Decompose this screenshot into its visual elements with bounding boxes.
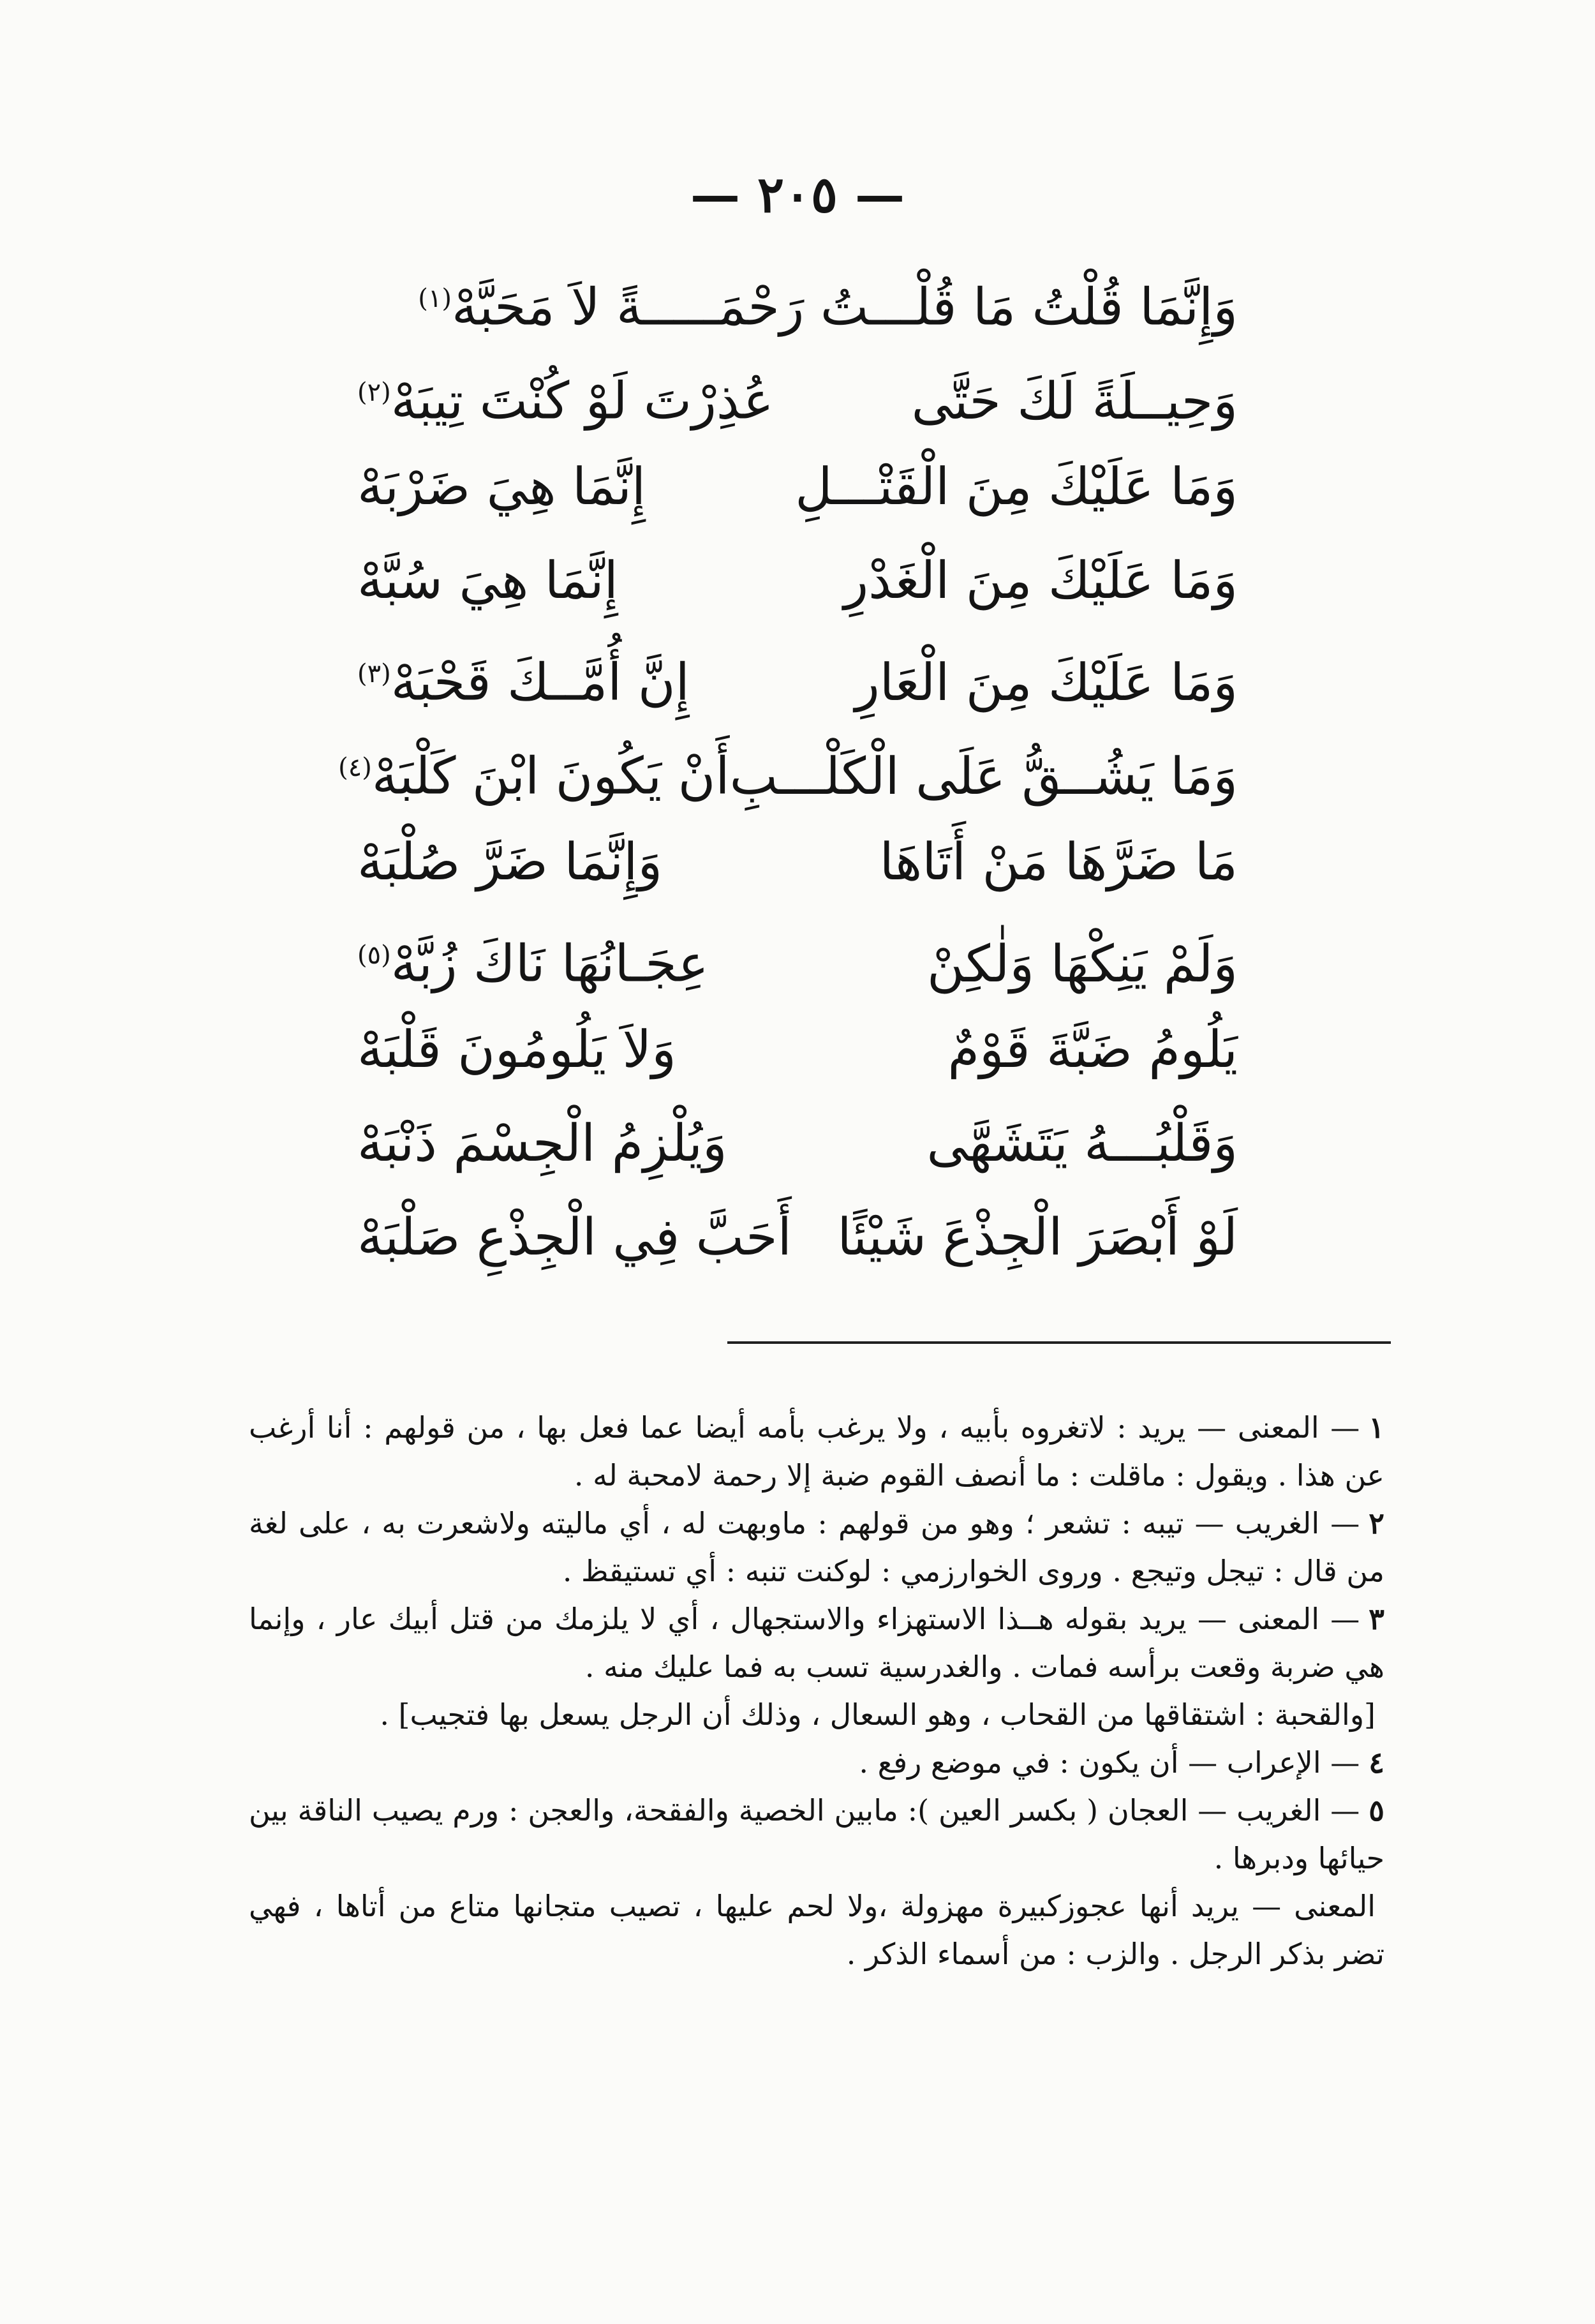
footnote-text: — الغريب — تيبه : تشعر ؛ وهو من قولهم : ماوبهت له ، أي ماليته ولاشعرت به ، على لغة من قال : تيجل وتيجع . وروى الخوارزمي : لوكنت تنبه : أي تستيقظ . [249, 1506, 1384, 1588]
verse [357, 346, 1238, 440]
verse [357, 909, 1238, 1002]
hemistich-left: وَيُلْزِمُ الْجِسْمَ ذَنْبَهْ [357, 1114, 727, 1173]
hemistich-right: وَمَا عَلَيْكَ مِنَ الْعَارِ [855, 652, 1238, 712]
hemistich-left: إِنَّمَا هِيَ سُبَّهْ [357, 551, 618, 610]
hemistich-right: يَلُومُ ضَبَّةَ قَوْمٌ [947, 1020, 1238, 1079]
verse [357, 533, 1238, 627]
hemistich-right: وَقَلْبُـــهُ يَتَشَهَّى [926, 1114, 1238, 1173]
footnote-number: ٣ [1369, 1602, 1384, 1636]
footnote-number: ٥ [1369, 1793, 1384, 1828]
verse [357, 627, 1238, 721]
footnote [249, 1739, 1384, 1787]
verse [338, 721, 1238, 815]
footnote-text: — المعنى — يريد بقوله هــذا الاستهزاء والاستجهال ، أي لا يلزمك من قتل أبيك عار ، وإنما هي ضربة وقعت برأسه فمات . والغدرسية تسب به فما عليك منه . [249, 1602, 1384, 1684]
footnote-divider [727, 1341, 1391, 1344]
footnote-marker: (٥) [357, 941, 391, 970]
hemistich-left: عُذِرْتَ لَوْ كُنْتَ تِيبَهْ$^{(٢)}$ [357, 371, 774, 431]
hemistich-right: وَإِنَّمَا قُلْتُ مَا قُلْـــتُ رَحْمَـــــةً لاَ مَحَبَّهْ$^{(١)}$ [418, 277, 1238, 337]
footnote [249, 1691, 1384, 1739]
verse [357, 252, 1238, 346]
hemistich-left: إِنَّمَا هِيَ ضَرْبَهْ [357, 457, 646, 516]
footnotes [249, 1404, 1384, 1978]
hemistich-right: مَا ضَرَّهَا مَنْ أَتَاهَا [879, 832, 1238, 891]
footnote-marker: (٤) [338, 753, 372, 782]
footnote-number: ٤ [1369, 1745, 1384, 1780]
hemistich-left: وَإِنَّمَا ضَرَّ صُلْبَهْ [357, 832, 663, 891]
hemistich-right: وَحِيــلَةً لَكَ حَتَّى [911, 371, 1238, 431]
footnote [249, 1595, 1384, 1691]
footnote-text: — الإعراب — أن يكون : في موضع رفع . [859, 1745, 1360, 1780]
footnote [249, 1787, 1384, 1882]
footnote-text: — المعنى — يريد : لاتغروه بأبيه ، ولا يرغب بأمه أيضا عما فعل بها ، من قولهم : أنا أرغب عن هذا . ويقول : ماقلت : ما أنصف القوم ضبة إلا رحمة لامحبة له . [249, 1410, 1384, 1493]
verse [357, 440, 1238, 533]
hemistich-left: أَنْ يَكُونَ ابْنَ كَلْبَهْ$^{(٤)}$ [338, 746, 730, 806]
footnote-number: ١ [1369, 1410, 1384, 1445]
verse [357, 1002, 1238, 1096]
footnote-marker: (١) [418, 284, 452, 313]
poem [338, 252, 1238, 1284]
verse [357, 1096, 1238, 1190]
hemistich-right: لَوْ أَبْصَرَ الْجِذْعَ شَيْئًا [837, 1207, 1238, 1267]
page-number: — ٢٠٥ — [690, 166, 905, 224]
hemistich-left: أَحَبَّ فِي الْجِذْعِ صَلْبَهْ [357, 1207, 792, 1267]
footnote [249, 1404, 1384, 1500]
footnote-marker: (٢) [357, 378, 391, 407]
hemistich-left: عِجَـانُهَا نَاكَ زُبَّهْ$^{(٥)}$ [357, 934, 709, 994]
verse [357, 1190, 1238, 1284]
footnote [249, 1500, 1384, 1595]
hemistich-left: إِنَّ أُمَّــكَ قَحْبَهْ$^{(٣)}$ [357, 652, 690, 712]
hemistich-right: وَلَمْ يَنِكْهَا وَلٰكِنْ [926, 934, 1238, 994]
footnote-marker: (٣) [357, 659, 391, 689]
hemistich-right: وَمَا عَلَيْكَ مِنَ الْقَتْـــلِ [795, 457, 1238, 516]
footnote-text: — الغريب — العجان ( بكسر العين ): مابين الخصية والفقحة، والعجن : ورم يصيب الناقة بين حيائها ودبرها . [249, 1793, 1384, 1875]
hemistich-left: وَلاَ يَلُومُونَ قَلْبَهْ [357, 1020, 676, 1079]
footnote [249, 1882, 1384, 1978]
hemistich-right: وَمَا عَلَيْكَ مِنَ الْغَدْرِ [843, 551, 1238, 610]
hemistich-right: وَمَا يَشُــقُّ عَلَى الْكَلْـــبِ [729, 746, 1238, 806]
footnote-text: [والقحبة : اشتقاقها من القحاب ، وهو السعال ، وذلك أن الرجل يسعل بها فتجيب] . [380, 1697, 1376, 1732]
verse [357, 815, 1238, 909]
footnote-number: ٢ [1369, 1506, 1384, 1540]
footnote-text: المعنى — يريد أنها عجوزكبيرة مهزولة ،ولا لحم عليها ، تصيب متجانها متاع من أتاها ، فهي تضر بذكر الرجل . والزب : من أسماء الذكر . [249, 1889, 1384, 1971]
